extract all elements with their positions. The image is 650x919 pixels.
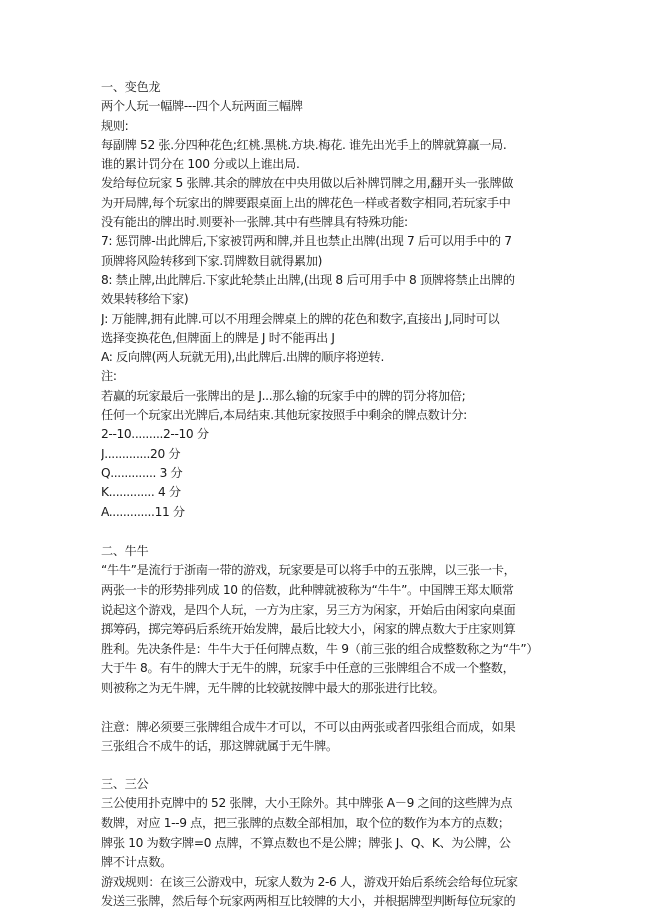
text-line: 两张一卡的形势排列成 10 的倍数，此种牌就被称为“牛牛”。中国牌王郑太顺常 — [101, 583, 514, 598]
score-row: 2--10.........2--10 分 — [101, 427, 209, 442]
text-line: 若赢的玩家最后一张牌出的是 J...那么输的玩家手中的牌的罚分将加倍; — [101, 388, 466, 403]
text-line: 胜利。先决条件是：牛牛大于任何牌点数，牛 9（前三张的组合成整数称之为“牛”） — [101, 641, 539, 656]
note-line: 注意：牌必须要三张牌组合成牛才可以，不可以由两张或者四张组合而成，如果 — [101, 719, 516, 734]
text-line: 每副牌 52 张.分四种花色;红桃.黑桃.方块.梅花. 谁先出光手上的牌就算赢一局. — [101, 137, 507, 152]
text-line: 8: 禁止牌,出此牌后.下家此轮禁止出牌,(出现 8 后可用手中 8 顶牌将禁止出牌的 — [101, 272, 515, 287]
section-niuniu — [101, 542, 561, 757]
text-line: A: 反向牌(两人玩就无用),出此牌后.出牌的顺序将逆转. — [101, 350, 385, 365]
document-page — [101, 78, 561, 912]
spacer — [101, 522, 561, 542]
text-line: 牌张 10 为数字牌=0 点牌，不算点数也不是公牌；牌张 J、Q、K、为公牌，公 — [101, 835, 511, 850]
text-line: 选择变换花色,但牌面上的牌是 J 时不能再出 J — [101, 330, 335, 345]
section-title: 一、变色龙 — [101, 80, 161, 94]
text-line: 发送三张牌，然后每个玩家两两相互比较牌的大小，并根据牌型判断每位玩家的 — [101, 894, 516, 909]
section-title: 三、三公 — [101, 776, 149, 791]
score-row: A.............11 分 — [101, 504, 185, 519]
note-line: 三张组合不成牛的话，那这牌就属于无牛牌。 — [101, 739, 338, 754]
spacer — [101, 757, 561, 775]
text-line: 注: — [101, 369, 117, 384]
text-line: 两个人玩一幅牌---四个人玩两面三幅牌 — [101, 99, 303, 114]
text-line: 为开局牌,每个玩家出的牌要跟桌面上出的牌花色一样或者数字相同,若玩家手中 — [101, 195, 511, 210]
score-table — [101, 425, 561, 521]
text-line: 7: 惩罚牌-出此牌后,下家被罚两和牌,并且也禁止出牌(出现 7 后可以用手中的 7 — [101, 234, 512, 249]
text-line: 顶牌将风险转移到下家.罚牌数目就得累加) — [101, 253, 323, 268]
text-line: 牌不计点数。 — [101, 855, 173, 870]
text-line: “牛牛”是流行于浙南一带的游戏，玩家要是可以将手中的五张牌，以三张一卡， — [101, 563, 516, 578]
text-line: 三公使用扑克牌中的 52 张牌，大小王除外。其中牌张 A－9 之间的这些牌为点 — [101, 796, 513, 811]
text-line: J: 万能牌,拥有此牌.可以不用理会牌桌上的牌的花色和数字,直接出 J,同时可以 — [101, 311, 500, 326]
spacer — [101, 699, 561, 718]
section-chameleon — [101, 78, 561, 522]
score-row: Q............. 3 分 — [101, 465, 183, 480]
text-line: 说起这个游戏，是四个人玩，一方为庄家，另三方为闲家，开始后由闲家向桌面 — [101, 602, 516, 617]
text-line: 规则: — [101, 118, 129, 133]
text-line: 数牌，对应 1--9 点，把三张牌的点数全部相加，取个位的数作为本方的点数； — [101, 815, 510, 830]
text-line: 任何一个玩家出光牌后,本局结束.其他玩家按照手中剩余的牌点数计分: — [101, 408, 467, 423]
score-row: K............. 4 分 — [101, 485, 181, 500]
text-line: 没有能出的牌出时.则要补一张牌.其中有些牌具有特殊功能: — [101, 215, 408, 230]
text-line: 谁的累计罚分在 100 分或以上谁出局. — [101, 157, 300, 172]
section-sangong — [101, 775, 561, 912]
score-row: J.............20 分 — [101, 446, 181, 461]
text-line: 发给每位玩家 5 张牌.其余的牌放在中央用做以后补牌罚牌之用,翻开头一张牌做 — [101, 176, 514, 191]
text-line: 则被称之为无牛牌，无牛牌的比较就按牌中最大的那张进行比较。 — [101, 680, 445, 695]
section-title: 二、牛牛 — [101, 543, 149, 558]
text-line: 游戏规则：在该三公游戏中，玩家人数为 2-6 人，游戏开始后系统会给每位玩家 — [101, 874, 518, 889]
text-line: 掷筹码，掷完筹码后系统开始发牌，最后比较大小，闲家的牌点数大于庄家则算 — [101, 622, 516, 637]
text-line: 大于牛 8。有牛的牌大于无牛的牌，玩家手中任意的三张牌组合不成一个整数， — [101, 661, 515, 676]
text-line: 效果转移给下家) — [101, 292, 189, 307]
